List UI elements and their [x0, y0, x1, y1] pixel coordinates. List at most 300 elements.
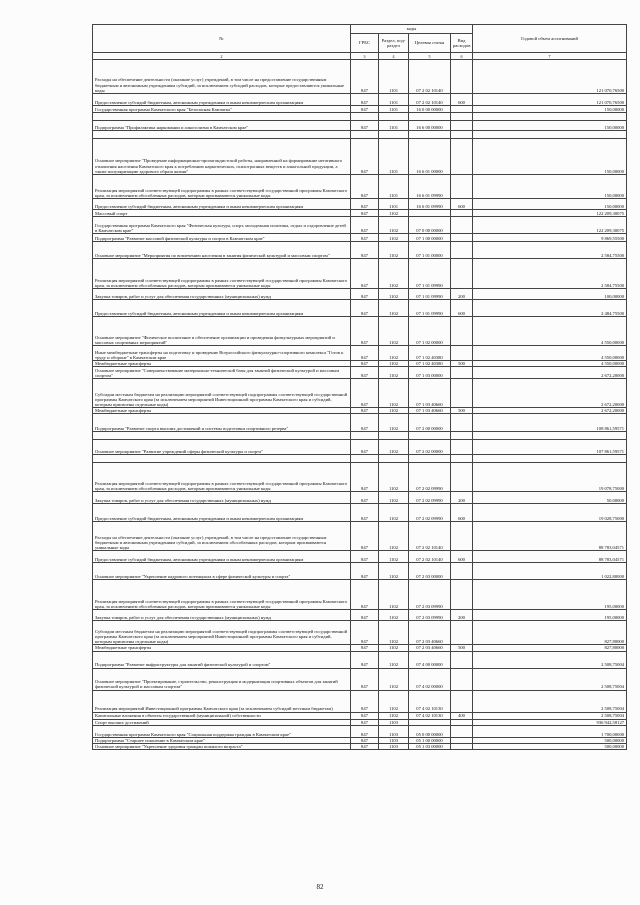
row-name-cell: Субсидии местным бюджетам на реализацию мероприятий соответствующей подпрограммы соответствующей государственной программы Камчатского края (за исключением мероприятий Инвестиционной программы Камчатского края и субсидий, которым присвоены отдельные коды)	[93, 621, 351, 645]
row-name-cell: Основное мероприятие "Укрепление кадрового потенциала в сфере физической культуры и спорта"	[93, 563, 351, 580]
table-row	[93, 289, 627, 300]
row-section-cell: 1101	[379, 60, 409, 94]
row-section-cell: 1102	[379, 492, 409, 504]
row-name-cell: Спорт высших достижений	[93, 719, 351, 725]
row-amount-cell: 2 672,20000	[473, 367, 627, 379]
row-section-cell: 1101	[379, 199, 409, 210]
table-row	[93, 610, 627, 621]
row-section-cell: 1103	[379, 744, 409, 750]
row-amount-cell: 100,00000	[473, 289, 627, 300]
row-section-cell: 1102	[379, 289, 409, 300]
row-grbs-cell: 847	[351, 621, 379, 645]
row-amount-cell: 2 584,75500	[473, 259, 627, 289]
row-type-cell: 600	[451, 551, 473, 563]
row-target-cell	[409, 455, 451, 463]
header-number-cell: 3	[351, 53, 379, 60]
row-name-cell: Основное мероприятие "Проектирование, строительство, реконструкция и модернизация спортивных объектов для занятий физической культурой и массовым спортом"	[93, 668, 351, 690]
row-section-cell	[379, 432, 409, 440]
table-row	[93, 563, 627, 580]
row-section-cell: 1101	[379, 139, 409, 175]
row-amount-cell	[473, 455, 627, 463]
row-amount-cell: 150,00000	[473, 175, 627, 199]
row-grbs-cell	[351, 432, 379, 440]
row-target-cell: 07 4 02 00000	[409, 668, 451, 690]
row-type-cell	[451, 367, 473, 379]
row-grbs-cell: 847	[351, 259, 379, 289]
row-target-cell	[409, 210, 451, 217]
table-row	[93, 217, 627, 234]
table-row	[93, 651, 627, 668]
row-section-cell: 1102	[379, 645, 409, 651]
row-type-cell	[451, 259, 473, 289]
row-type-cell	[451, 217, 473, 234]
row-amount-cell: 50,00000	[473, 492, 627, 504]
row-section-cell	[379, 455, 409, 463]
row-target-cell: 16 6 01 00000	[409, 139, 451, 175]
page-number: 82	[316, 883, 324, 891]
row-target-cell: 16 6 01 09990	[409, 199, 451, 210]
row-type-cell	[451, 522, 473, 551]
header-grbs: ГРБС	[351, 34, 379, 53]
row-grbs-cell: 847	[351, 645, 379, 651]
row-name-cell: Предоставление субсидий бюджетным, автономным учреждениям и иным некоммерческим организациям	[93, 504, 351, 522]
row-section-cell: 1102	[379, 712, 409, 719]
row-type-cell	[451, 440, 473, 455]
row-target-cell: 07 4 02 10130	[409, 712, 451, 719]
table-row	[93, 432, 627, 440]
table-row	[93, 317, 627, 346]
row-target-cell: 05 1 00 00000	[409, 737, 451, 743]
row-section-cell: 1102	[379, 668, 409, 690]
row-target-cell: 07 4 02 10130	[409, 690, 451, 712]
budget-table	[92, 24, 627, 750]
row-grbs-cell: 847	[351, 563, 379, 580]
row-target-cell: 07 0 00 00000	[409, 217, 451, 234]
row-grbs-cell	[351, 131, 379, 139]
row-name-cell: Массовый спорт	[93, 210, 351, 217]
row-target-cell: 05 0 00 00000	[409, 725, 451, 737]
row-section-cell: 1102	[379, 563, 409, 580]
row-grbs-cell: 847	[351, 463, 379, 492]
row-section-cell: 1102	[379, 651, 409, 668]
table-row	[93, 455, 627, 463]
row-name-cell: Основное мероприятие "Проведение информационно-пропагандистской работы, направленной на формирование негативного отношения населения Камчатского края к потреблению наркотических, психотропных веществ и алкогольной продукции, а также популяризацию здорового образа жизни"	[93, 139, 351, 175]
row-amount-cell	[473, 113, 627, 121]
table-row	[93, 242, 627, 259]
row-section-cell: 1101	[379, 175, 409, 199]
row-name-cell: Подпрограмма "Развитие спорта высших достижений и системы подготовки спортивного резерва"	[93, 414, 351, 432]
row-name-cell: Закупка товаров, работ и услуг для обеспечения государственных (муниципальных) нужд	[93, 610, 351, 621]
row-amount-cell: 88 783,04571	[473, 551, 627, 563]
row-type-cell	[451, 725, 473, 737]
row-amount-cell: 19 028,75000	[473, 504, 627, 522]
row-amount-cell: 2 584,75500	[473, 242, 627, 259]
row-name-cell: Предоставление субсидий бюджетным, автономным учреждениям и иным некоммерческим организациям	[93, 300, 351, 317]
row-grbs-cell: 847	[351, 317, 379, 346]
header-number-cell: 6	[451, 53, 473, 60]
row-name-cell: Реализация мероприятий соответствующей подпрограммы в рамках соответствующей государственной программы Камчатского края, за исключением обособленных расходов, которым присваиваются уникальные коды	[93, 463, 351, 492]
row-amount-cell: 2 672,20000	[473, 408, 627, 414]
row-grbs-cell: 847	[351, 379, 379, 408]
row-amount-cell: 2 508,75004	[473, 651, 627, 668]
row-name-cell: Подпрограмма "Профилактика наркомании и алкоголизма в Камчатском крае"	[93, 121, 351, 131]
row-type-cell: 500	[451, 408, 473, 414]
row-type-cell	[451, 651, 473, 668]
row-grbs-cell: 847	[351, 300, 379, 317]
row-name-cell	[93, 455, 351, 463]
row-grbs-cell: 847	[351, 725, 379, 737]
table-row	[93, 744, 627, 750]
table-row	[93, 131, 627, 139]
row-type-cell	[451, 455, 473, 463]
row-target-cell: 07 1 01 00000	[409, 242, 451, 259]
row-section-cell: 1102	[379, 210, 409, 217]
row-amount-cell: 827,80000	[473, 645, 627, 651]
table-row	[93, 621, 627, 645]
row-type-cell	[451, 690, 473, 712]
table-row	[93, 463, 627, 492]
row-grbs-cell: 847	[351, 106, 379, 113]
row-target-cell: 07 2 02 10140	[409, 94, 451, 106]
row-section-cell: 1101	[379, 106, 409, 113]
row-amount-cell: 500,00000	[473, 744, 627, 750]
row-amount-cell: 500,00000	[473, 737, 627, 743]
row-type-cell	[451, 346, 473, 361]
row-type-cell	[451, 60, 473, 94]
row-amount-cell: 2 672,20000	[473, 379, 627, 408]
row-section-cell: 1102	[379, 361, 409, 367]
row-target-cell: 07 2 03 09990	[409, 610, 451, 621]
row-type-cell: 400	[451, 712, 473, 719]
row-grbs-cell: 847	[351, 712, 379, 719]
table-row	[93, 580, 627, 610]
row-amount-cell: 150,00000	[473, 106, 627, 113]
row-name-cell: Государственная программа Камчатского края "Социальная поддержка граждан в Камчатском крае"	[93, 725, 351, 737]
row-grbs-cell: 847	[351, 719, 379, 725]
row-type-cell: 500	[451, 361, 473, 367]
row-name-cell: Предоставление субсидий бюджетным, автономным учреждениям и иным некоммерческим организациям	[93, 551, 351, 563]
row-type-cell	[451, 744, 473, 750]
row-name-cell: Подпрограмма "Развитие инфраструктуры для занятий физической культурой и спортом"	[93, 651, 351, 668]
table-row	[93, 259, 627, 289]
row-grbs-cell: 847	[351, 60, 379, 94]
row-amount-cell: 195,00000	[473, 580, 627, 610]
header-target: Целевая статья	[409, 34, 451, 53]
row-target-cell: 07 4 00 00000	[409, 651, 451, 668]
header-codes-group: коды	[351, 25, 473, 34]
row-target-cell: 07 2 02 09990	[409, 492, 451, 504]
row-type-cell: 600	[451, 199, 473, 210]
row-name-cell: Закупка товаров, работ и услуг для обеспечения государственных (муниципальных) нужд	[93, 492, 351, 504]
row-grbs-cell: 847	[351, 522, 379, 551]
row-amount-cell: 108 861,59571	[473, 414, 627, 432]
row-type-cell	[451, 432, 473, 440]
row-type-cell	[451, 139, 473, 175]
row-grbs-cell: 847	[351, 94, 379, 106]
row-amount-cell	[473, 432, 627, 440]
row-amount-cell: 4 550,00000	[473, 317, 627, 346]
row-section-cell: 1102	[379, 440, 409, 455]
row-amount-cell: 9 869,55500	[473, 234, 627, 242]
row-type-cell	[451, 131, 473, 139]
header-number-cell: 2	[93, 53, 351, 60]
table-row	[93, 106, 627, 113]
table-row	[93, 234, 627, 242]
row-target-cell: 07 1 03 40660	[409, 408, 451, 414]
table-row	[93, 668, 627, 690]
row-grbs-cell: 847	[351, 199, 379, 210]
row-type-cell: 600	[451, 300, 473, 317]
row-grbs-cell: 847	[351, 414, 379, 432]
row-grbs-cell: 847	[351, 690, 379, 712]
row-name-cell: Межбюджетные трансферты	[93, 408, 351, 414]
table-row	[93, 60, 627, 94]
row-type-cell	[451, 317, 473, 346]
row-amount-cell: 122 209,30075	[473, 210, 627, 217]
row-target-cell: 07 2 02 10140	[409, 522, 451, 551]
row-grbs-cell: 847	[351, 737, 379, 743]
row-section-cell: 1102	[379, 522, 409, 551]
row-section-cell: 1102	[379, 580, 409, 610]
table-row	[93, 414, 627, 432]
row-section-cell: 1102	[379, 259, 409, 289]
row-amount-cell: 150,00000	[473, 139, 627, 175]
row-target-cell: 16 6 00 00000	[409, 121, 451, 131]
row-grbs-cell: 847	[351, 440, 379, 455]
row-amount-cell: 121 070,76500	[473, 94, 627, 106]
row-section-cell: 1102	[379, 379, 409, 408]
row-target-cell: 07 1 00 00000	[409, 234, 451, 242]
row-type-cell: 200	[451, 610, 473, 621]
row-type-cell	[451, 234, 473, 242]
row-target-cell: 07 1 03 40660	[409, 379, 451, 408]
row-type-cell: 600	[451, 94, 473, 106]
row-grbs-cell: 847	[351, 175, 379, 199]
row-amount-cell: 107 861,59571	[473, 440, 627, 455]
row-target-cell: 07 2 00 00000	[409, 414, 451, 432]
row-amount-cell: 2 508,75004	[473, 690, 627, 712]
row-grbs-cell: 847	[351, 210, 379, 217]
row-type-cell	[451, 414, 473, 432]
row-name-cell: Межбюджетные трансферты	[93, 361, 351, 367]
row-target-cell	[409, 131, 451, 139]
row-amount-cell: 88 783,04571	[473, 522, 627, 551]
row-type-cell	[451, 668, 473, 690]
row-name-cell: Подпрограмма "Старшее поколение в Камчатском крае"	[93, 737, 351, 743]
row-amount-cell: 150,00000	[473, 121, 627, 131]
row-name-cell: Основное мероприятие "Физическое воспитание и обеспечение организации и проведения физкультурных мероприятий и массовых спортивных мероприятий"	[93, 317, 351, 346]
row-amount-cell: 936 942,58127	[473, 719, 627, 725]
row-name-cell: Расходы на обеспечение деятельности (оказание услуг) учреждений, в том числе на предоставление государственным бюджетным и автономным учреждениям субсидий, за исключением субсидий расходов, которые предоставляются уникальные коды	[93, 60, 351, 94]
row-section-cell	[379, 113, 409, 121]
table-row	[93, 139, 627, 175]
row-name-cell: Закупка товаров, работ и услуг для обеспечения государственных (муниципальных) нужд	[93, 289, 351, 300]
row-name-cell: Государственная программа Камчатского края "Физическая культура, спорт, молодежная политика, отдых и оздоровление детей в Камчатском крае"	[93, 217, 351, 234]
row-type-cell	[451, 379, 473, 408]
row-grbs-cell: 847	[351, 139, 379, 175]
row-name-cell: Государственная программа Камчатского края "Безопасная Камчатка"	[93, 106, 351, 113]
row-target-cell: 16 6 01 09990	[409, 175, 451, 199]
row-amount-cell: 4 550,00000	[473, 346, 627, 361]
row-name-cell: Реализация мероприятий Инвестиционной программы Камчатского края (за исключением субсидий местным бюджетам)	[93, 690, 351, 712]
row-grbs-cell: 847	[351, 234, 379, 242]
table-row	[93, 121, 627, 131]
header-type: Вид расходов	[451, 34, 473, 53]
row-grbs-cell: 847	[351, 408, 379, 414]
row-name-cell: Расходы на обеспечение деятельности (оказание услуг) учреждений, в том числе на предоставление государственным бюджетным и автономным учреждениям субсидий, за исключением обособленных расходов, которым присваиваются уникальные коды	[93, 522, 351, 551]
row-type-cell	[451, 621, 473, 645]
row-amount-cell: 2 508,75004	[473, 668, 627, 690]
row-type-cell	[451, 113, 473, 121]
row-grbs-cell: 847	[351, 580, 379, 610]
row-target-cell: 07 2 02 10140	[409, 60, 451, 94]
row-target-cell: 07 2 02 09990	[409, 504, 451, 522]
row-name-cell: Предоставление субсидий бюджетным, автономным учреждениям и иным некоммерческим организациям	[93, 94, 351, 106]
row-target-cell: 07 1 02 40380	[409, 361, 451, 367]
row-section-cell: 1102	[379, 621, 409, 645]
row-section-cell: 1102	[379, 408, 409, 414]
row-section-cell: 1102	[379, 367, 409, 379]
budget-table-body	[93, 60, 627, 750]
row-type-cell	[451, 580, 473, 610]
row-amount-cell: 1 700,00000	[473, 725, 627, 737]
row-type-cell	[451, 463, 473, 492]
row-name-cell: Основное мероприятие "Совершенствование материально-технической базы для занятий физической культурой и массовым спортом"	[93, 367, 351, 379]
row-section-cell: 1102	[379, 551, 409, 563]
table-row	[93, 94, 627, 106]
row-target-cell: 07 2 03 40660	[409, 645, 451, 651]
row-type-cell	[451, 242, 473, 259]
row-name-cell: Иные межбюджетные трансферты на подготовку и проведение Всероссийского физкультурно-спортивного комплекса "Готов к труду и обороне" в Камчатском крае	[93, 346, 351, 361]
row-section-cell: 1102	[379, 217, 409, 234]
row-type-cell: 600	[451, 504, 473, 522]
row-target-cell: 07 2 03 09990	[409, 580, 451, 610]
row-target-cell: 05 1 03 00000	[409, 744, 451, 750]
row-section-cell: 1102	[379, 690, 409, 712]
row-type-cell	[451, 563, 473, 580]
row-type-cell	[451, 175, 473, 199]
row-type-cell	[451, 106, 473, 113]
row-target-cell: 07 2 02 00000	[409, 440, 451, 455]
row-grbs-cell: 847	[351, 504, 379, 522]
row-amount-cell: 150,00000	[473, 199, 627, 210]
row-grbs-cell: 847	[351, 367, 379, 379]
row-section-cell: 1102	[379, 234, 409, 242]
header-amount: Годовой объем ассигнований	[473, 25, 627, 53]
row-amount-cell: 122 209,30075	[473, 217, 627, 234]
row-name-cell: Межбюджетные трансферты	[93, 645, 351, 651]
row-target-cell: 16 0 00 00000	[409, 106, 451, 113]
table-row	[93, 504, 627, 522]
table-row	[93, 440, 627, 455]
table-row	[93, 199, 627, 210]
table-row	[93, 690, 627, 712]
row-grbs-cell: 847	[351, 217, 379, 234]
row-type-cell	[451, 210, 473, 217]
row-target-cell: 07 1 02 40380	[409, 346, 451, 361]
row-target-cell	[409, 113, 451, 121]
row-grbs-cell	[351, 113, 379, 121]
row-grbs-cell: 847	[351, 346, 379, 361]
row-grbs-cell: 847	[351, 651, 379, 668]
row-amount-cell: 121 070,76500	[473, 60, 627, 94]
row-section-cell: 1103	[379, 737, 409, 743]
header-number-cell: 5	[409, 53, 451, 60]
row-section-cell: 1102	[379, 346, 409, 361]
row-target-cell: 07 2 03 40660	[409, 621, 451, 645]
row-name-cell	[93, 131, 351, 139]
table-row	[93, 712, 627, 719]
row-section-cell: 1102	[379, 317, 409, 346]
row-grbs-cell: 847	[351, 610, 379, 621]
table-row	[93, 379, 627, 408]
table-row	[93, 551, 627, 563]
row-name-cell	[93, 432, 351, 440]
row-section-cell: 1102	[379, 300, 409, 317]
row-grbs-cell: 847	[351, 492, 379, 504]
row-target-cell: 07 1 01 09990	[409, 300, 451, 317]
row-grbs-cell: 847	[351, 668, 379, 690]
row-grbs-cell: 847	[351, 551, 379, 563]
row-amount-cell: 195,00000	[473, 610, 627, 621]
row-name-cell: Предоставление субсидий бюджетным, автономным учреждениям и иным некоммерческим организациям	[93, 199, 351, 210]
header-section: Раздел, под-раздел	[379, 34, 409, 53]
row-type-cell: 500	[451, 645, 473, 651]
header-number-cell: 7	[473, 53, 627, 60]
row-target-cell	[409, 432, 451, 440]
table-row	[93, 300, 627, 317]
row-section-cell: 1102	[379, 504, 409, 522]
row-target-cell: 07 1 03 00000	[409, 367, 451, 379]
row-grbs-cell: 847	[351, 361, 379, 367]
row-section-cell: 1102	[379, 414, 409, 432]
table-row	[93, 725, 627, 737]
row-amount-cell: 2 484,75500	[473, 300, 627, 317]
table-row	[93, 367, 627, 379]
row-grbs-cell	[351, 455, 379, 463]
row-amount-cell: 1 022,80000	[473, 563, 627, 580]
row-amount-cell: 4 550,00000	[473, 361, 627, 367]
table-row	[93, 346, 627, 361]
row-section-cell	[379, 131, 409, 139]
row-target-cell: 07 2 03 00000	[409, 563, 451, 580]
row-target-cell: 07 2 02 09990	[409, 463, 451, 492]
row-section-cell: 1101	[379, 94, 409, 106]
row-name-cell: Субсидии местным бюджетам на реализацию мероприятий соответствующей подпрограммы соответствующей государственной программы Камчатского края (за исключением мероприятий Инвестиционной программы Камчатского края и субсидий, которым присвоены отдельные коды)	[93, 379, 351, 408]
row-name-cell: Реализация мероприятий соответствующей подпрограммы в рамках соответствующей государственной программы Камчатского края, за исключением обособленных расходов, которым присваиваются уникальные коды	[93, 175, 351, 199]
row-name-cell: Основное мероприятие "Развитие учреждений сферы физической культуры и спорта"	[93, 440, 351, 455]
table-row	[93, 210, 627, 217]
row-grbs-cell: 847	[351, 289, 379, 300]
row-grbs-cell: 847	[351, 242, 379, 259]
row-grbs-cell: 847	[351, 121, 379, 131]
row-name-cell: Реализация мероприятий соответствующей подпрограммы в рамках соответствующей государственной программы Камчатского края, за исключением обособленных расходов, которым присваиваются уникальные коды	[93, 580, 351, 610]
row-type-cell	[451, 121, 473, 131]
row-target-cell: 07 2 02 10140	[409, 551, 451, 563]
row-section-cell: 1102	[379, 610, 409, 621]
row-name-cell: Основное мероприятие "Укрепление здоровья граждан пожилого возраста"	[93, 744, 351, 750]
row-target-cell: 07 1 02 00000	[409, 317, 451, 346]
row-target-cell: 07 1 01 09990	[409, 259, 451, 289]
row-type-cell: 200	[451, 289, 473, 300]
row-section-cell: 1102	[379, 242, 409, 259]
row-section-cell: 1103	[379, 725, 409, 737]
header-no: №	[93, 25, 351, 53]
row-amount-cell: 2 508,75004	[473, 712, 627, 719]
row-grbs-cell: 847	[351, 744, 379, 750]
row-name-cell	[93, 113, 351, 121]
row-type-cell: 200	[451, 492, 473, 504]
